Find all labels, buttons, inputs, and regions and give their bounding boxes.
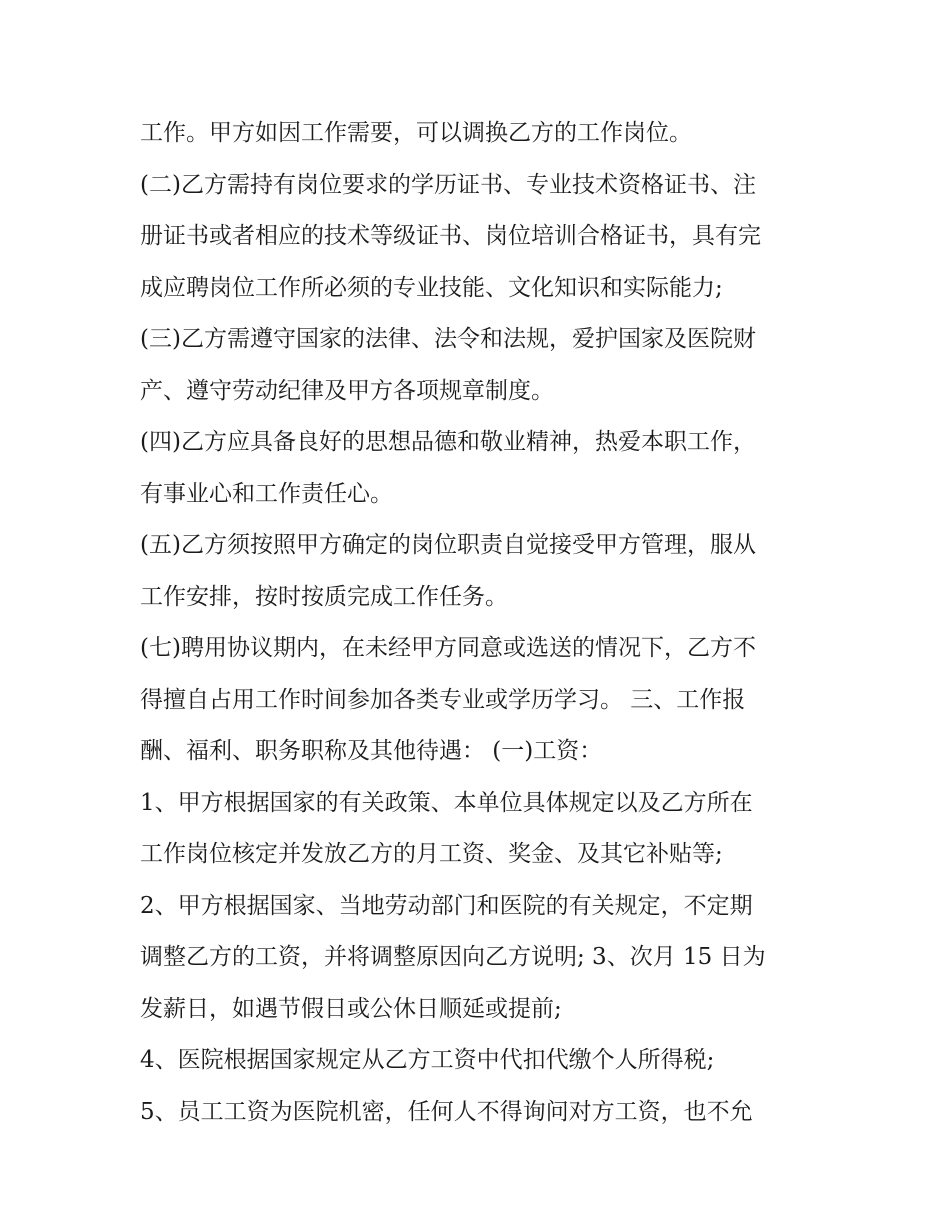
- text-line: (三)乙方需遵守国家的法律、法令和法规，爱护国家及医院财: [140, 326, 756, 352]
- text-line: 发薪日，如遇节假日或公休日顺延或提前;: [140, 995, 562, 1022]
- text-line: 有事业心和工作责任心。: [140, 480, 393, 507]
- text-line: 5、员工工资为医院机密，任何人不得询问对方工资，也不允: [140, 1098, 753, 1125]
- text-line: 产、遵守劳动纪律及甲方各项规章制度。: [140, 377, 554, 404]
- text-line: 工作。甲方如因工作需要，可以调换乙方的工作岗位。: [140, 120, 692, 146]
- text-line: 4、医院根据国家规定从乙方工资中代扣代缴个人所得税;: [140, 1047, 715, 1073]
- text-line: 2、甲方根据国家、当地劳动部门和医院的有关规定，不定期: [140, 892, 753, 919]
- text-line: 工作岗位核定并发放乙方的月工资、奖金、及其它补贴等;: [140, 841, 723, 867]
- document-body: [140, 108, 820, 1138]
- text-line: 调整乙方的工资，并将调整原因向乙方说明; 3、次月 15 日为: [140, 944, 766, 970]
- text-line: (二)乙方需持有岗位要求的学历证书、专业技术资格证书、注: [140, 171, 756, 198]
- text-line: 酬、福利、职务职称及其他待遇： (一)工资：: [140, 738, 603, 764]
- text-line: 得擅自占用工作时间参加各类专业或学历学习。 三、工作报: [140, 686, 746, 713]
- text-line: (四)乙方应具备良好的思想品德和敬业精神，热爱本职工作，: [140, 429, 756, 455]
- text-line: (七)聘用协议期内，在未经甲方同意或选送的情况下，乙方不: [140, 635, 756, 661]
- text-line: 册证书或者相应的技术等级证书、岗位培训合格证书，具有完: [140, 223, 761, 249]
- text-line: (五)乙方须按照甲方确定的岗位职责自觉接受甲方管理，服从: [140, 532, 756, 558]
- text-line: 1、甲方根据国家的有关政策、本单位具体规定以及乙方所在: [140, 789, 753, 816]
- text-line: 工作安排，按时按质完成工作任务。: [140, 583, 508, 610]
- text-line: 成应聘岗位工作所必须的专业技能、文化知识和实际能力;: [140, 274, 723, 301]
